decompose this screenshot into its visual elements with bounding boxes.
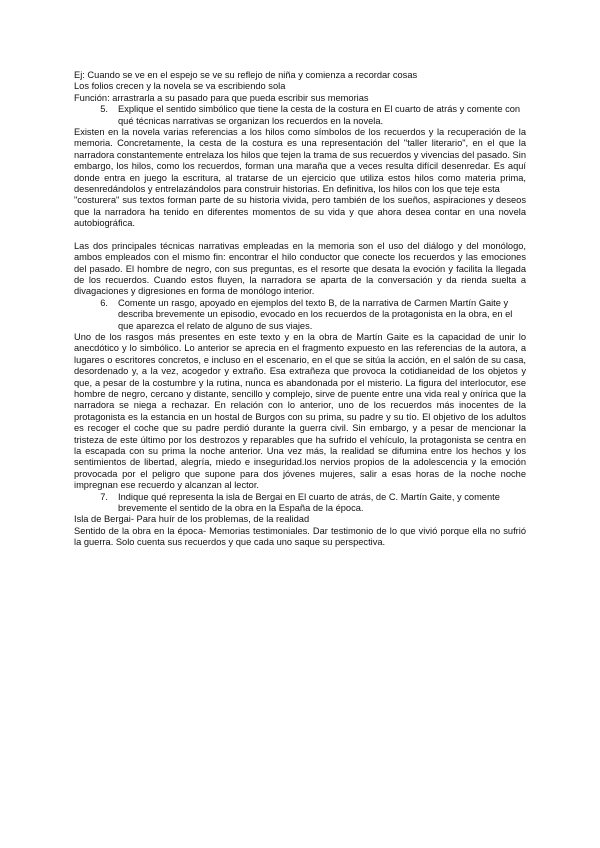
question-6 (74, 298, 526, 332)
question-7-number: 7. (100, 491, 108, 502)
answer-7-line-2: Sentido de la obra en la época- Memorias testimoniales. Dar testimonio de lo que vivió porque ella no sufrió la guerra. Solo cuenta sus recuerdos y que cada uno saque su perspectiva. (74, 525, 526, 548)
question-6-text: Comente un rasgo, apoyado en ejemplos del texto B, de la narrativa de Carmen Martín Gaite y describa brevemente un episodio, evocado en los recuerdos de la protagonista en la obra, en el que aparezca el relato de alguno de sus viajes. (118, 297, 513, 331)
question-5 (74, 104, 526, 127)
intro-function: Función: arrastrarla a su pasado para que pueda escribir sus memorias (74, 92, 369, 103)
question-7 (74, 492, 526, 515)
document-page (74, 70, 526, 549)
answer-5-paragraph-2: "costurera" sus textos forman parte de su historia vivida, pero también de los sueños, aspiraciones y deseos que la narradora ha tenido en diferentes momentos de su vida y que ahora desea contar en una novela autobiográfica. (74, 195, 526, 229)
intro-example: Ej: Cuando se ve en el espejo se ve su reflejo de niña y comienza a recordar cosas (74, 70, 418, 80)
intro-folios: Los folios crecen y la novela se va escribiendo sola (74, 81, 286, 92)
question-5-text: Explique el sentido simbólico que tiene la cesta de la costura en El cuarto de atrás y comente con qué técnicas narrativas se organizan los recuerdos en la novela. (118, 104, 521, 126)
answer-5-paragraph-1: Existen en la novela varias referencias a los hilos como símbolos de los recuerdos y la recuperación de la memoria. Concretamente, la cesta de la costura es una representación del "taller literario", en el que la narradora constantemente entrelaza los hilos que tejen la trama de sus recuerdos y vivencias del pasado. Sin embargo, los hilos, como los recuerdos, forman una maraña que a veces resulta difícil desenredar. Es aquí donde entra en juego la escritura, al tratarse de un ejercicio que utiliza estos hilos como materia prima, desenredándolos y entrelazándolos para construir historias. En definitiva, los hilos con los que teje esta (74, 127, 526, 195)
question-5-number: 5. (100, 104, 108, 115)
answer-6-paragraph: Uno de los rasgos más presentes en este texto y en la obra de Martín Gaite es la capacidad de unir lo anecdótico y lo simbólico. Lo anterior se aprecia en el fragmento expuesto en las referencias de la autora, a lugares o escritores concretos, e incluso en el escenario, en el que se sitúa la acción, en el salón de su casa, desordenado y, a la vez, acogedor y extraño. Esa extrañeza que provoca la cotidianeidad de los objetos y que, a pesar de la costumbre y la rutina, nunca es abandonada por el misterio. La figura del interlocutor, ese hombre de negro, cercano y distante, sencillo y complejo, sirve de puente entre una vida real y onírica que la narradora se niega a rechazar. En relación con lo anterior, uno de los recuerdos más inocentes de la protagonista es la estancia en un hostal de Burgos con su prima, su padre y su tío. El objetivo de los adultos es recoger el coche que su padre perdió durante la guerra civil. Sin embargo, y a pesar de mencionar la tristeza de este último por los destrozos y reparables que ha sufrido el vehículo, la protagonista se centra en la escapada con su prima la noche anterior. Una vez más, la realidad se difumina entre los hechos y los sentimientos de libertad, alegría, miedo e inseguridad.los nervios propios de la adolescencia y la emoción provocada por el peligro que supone para dos jóvenes mujeres, salir a esas horas de la noche noche impregnan ese recuerdo y alcanzan al lector. (74, 331, 526, 491)
question-7-text: Indique qué representa la isla de Bergai en El cuarto de atrás, de C. Martín Gaite, y comente brevemente el sentido de la obra en la España de la época. (118, 491, 500, 514)
answer-5-paragraph-3: Las dos principales técnicas narrativas empleadas en la memoria son el uso del diálogo y del monólogo, ambos empleados con el mismo fin: encontrar el hilo conductor que conecte los recuerdos y las emociones del pasado. El hombre de negro, con sus preguntas, es el resorte que desata la evoción y facilita la llegada de los recuerdos. Cuando estos fluyen, la narradora se aparta de la conversación y da rienda suelta a divagaciones y digresiones en forma de monólogo interior. (74, 240, 526, 297)
answer-7-line-1: Isla de Bergai- Para huír de los problemas, de la realidad (74, 514, 310, 525)
question-6-number: 6. (100, 297, 108, 308)
